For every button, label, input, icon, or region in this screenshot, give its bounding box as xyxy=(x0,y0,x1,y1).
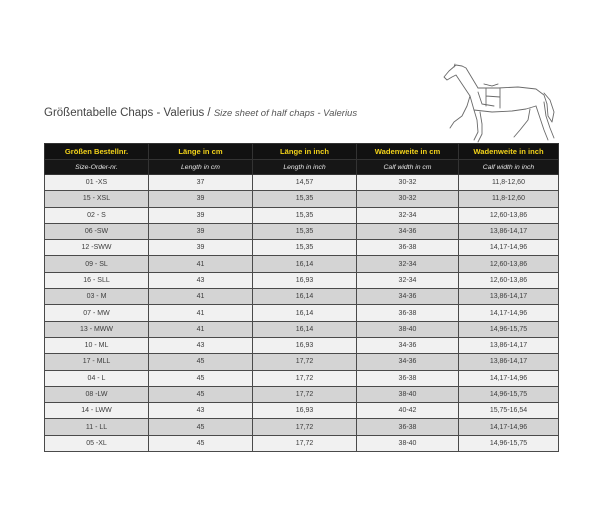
table-cell: 13 - MWW xyxy=(45,321,149,337)
header-cell: Wadenweite in inch xyxy=(459,144,559,160)
table-cell: 15 - XSL xyxy=(45,191,149,207)
table-cell: 06 -SW xyxy=(45,223,149,239)
table-subheader-row xyxy=(45,160,559,175)
table-cell: 43 xyxy=(149,337,253,353)
table-cell: 39 xyxy=(149,223,253,239)
table-cell: 36-38 xyxy=(357,370,459,386)
header-cell: Länge in inch xyxy=(253,144,357,160)
table-cell: 13,86-14,17 xyxy=(459,354,559,370)
table-row xyxy=(45,256,559,272)
table-row xyxy=(45,175,559,191)
table-cell: 16,14 xyxy=(253,256,357,272)
table-cell: 11 - LL xyxy=(45,419,149,435)
table-cell: 02 - S xyxy=(45,207,149,223)
table-cell: 37 xyxy=(149,175,253,191)
table-cell: 14 - LWW xyxy=(45,403,149,419)
table-cell: 07 - MW xyxy=(45,305,149,321)
table-cell: 12 -SWW xyxy=(45,240,149,256)
table-cell: 03 - M xyxy=(45,289,149,305)
table-cell: 43 xyxy=(149,272,253,288)
title-english: Size sheet of half chaps - Valerius xyxy=(213,108,358,119)
horse-sketch-icon xyxy=(440,62,558,144)
table-cell: 38-40 xyxy=(357,386,459,402)
table-cell: 16,93 xyxy=(253,403,357,419)
table-row xyxy=(45,207,559,223)
table-cell: 15,35 xyxy=(253,207,357,223)
table-cell: 16 - SLL xyxy=(45,272,149,288)
table-row xyxy=(45,354,559,370)
table-cell: 11,8-12,60 xyxy=(459,175,559,191)
table-cell: 34-36 xyxy=(357,354,459,370)
table-cell: 45 xyxy=(149,354,253,370)
table-row xyxy=(45,386,559,402)
table-cell: 36-38 xyxy=(357,305,459,321)
table-cell: 16,93 xyxy=(253,272,357,288)
table-cell: 16,14 xyxy=(253,305,357,321)
table-cell: 17,72 xyxy=(253,370,357,386)
table-cell: 04 - L xyxy=(45,370,149,386)
table-cell: 13,86-14,17 xyxy=(459,223,559,239)
table-cell: 12,60-13,86 xyxy=(459,207,559,223)
table-cell: 16,14 xyxy=(253,289,357,305)
table-row xyxy=(45,272,559,288)
table-cell: 16,14 xyxy=(253,321,357,337)
table-cell: 41 xyxy=(149,289,253,305)
table-cell: 34-36 xyxy=(357,289,459,305)
table-cell: 15,75-16,54 xyxy=(459,403,559,419)
table-cell: 32-34 xyxy=(357,272,459,288)
table-cell: 30-32 xyxy=(357,191,459,207)
table-cell: 17,72 xyxy=(253,386,357,402)
table-cell: 09 - SL xyxy=(45,256,149,272)
table-cell: 08 -LW xyxy=(45,386,149,402)
table-cell: 39 xyxy=(149,191,253,207)
subheader-cell: Length in inch xyxy=(253,160,357,175)
table-cell: 38-40 xyxy=(357,321,459,337)
header-cell: Länge in cm xyxy=(149,144,253,160)
table-cell: 45 xyxy=(149,419,253,435)
table-body xyxy=(45,175,559,452)
table-header-row xyxy=(45,144,559,160)
table-cell: 11,8-12,60 xyxy=(459,191,559,207)
header-cell: Wadenweite in cm xyxy=(357,144,459,160)
table-cell: 14,17-14,96 xyxy=(459,305,559,321)
table-row xyxy=(45,191,559,207)
table-cell: 32-34 xyxy=(357,256,459,272)
table-cell: 34-36 xyxy=(357,337,459,353)
table-cell: 13,86-14,17 xyxy=(459,337,559,353)
table-cell: 41 xyxy=(149,321,253,337)
table-cell: 16,93 xyxy=(253,337,357,353)
table-cell: 38-40 xyxy=(357,435,459,451)
table-cell: 41 xyxy=(149,256,253,272)
table-row xyxy=(45,370,559,386)
table-cell: 14,96-15,75 xyxy=(459,321,559,337)
table-cell: 01 -XS xyxy=(45,175,149,191)
table-cell: 12,60-13,86 xyxy=(459,272,559,288)
table-cell: 10 - ML xyxy=(45,337,149,353)
table-cell: 13,86-14,17 xyxy=(459,289,559,305)
table-cell: 14,17-14,96 xyxy=(459,240,559,256)
subheader-cell: Calf width in inch xyxy=(459,160,559,175)
table-cell: 36-38 xyxy=(357,419,459,435)
table-cell: 40-42 xyxy=(357,403,459,419)
subheader-cell: Length in cm xyxy=(149,160,253,175)
table-row xyxy=(45,435,559,451)
table-cell: 39 xyxy=(149,240,253,256)
table-cell: 39 xyxy=(149,207,253,223)
table-cell: 45 xyxy=(149,386,253,402)
table-cell: 30-32 xyxy=(357,175,459,191)
table-cell: 14,17-14,96 xyxy=(459,370,559,386)
table-cell: 41 xyxy=(149,305,253,321)
table-cell: 15,35 xyxy=(253,223,357,239)
table-cell: 15,35 xyxy=(253,240,357,256)
table-row xyxy=(45,305,559,321)
table-cell: 05 -XL xyxy=(45,435,149,451)
table-cell: 43 xyxy=(149,403,253,419)
size-table xyxy=(44,143,559,452)
table-cell: 17,72 xyxy=(253,435,357,451)
table-row xyxy=(45,223,559,239)
subheader-cell: Size-Order-nr. xyxy=(45,160,149,175)
page-title xyxy=(44,107,357,119)
table-cell: 32-34 xyxy=(357,207,459,223)
table-row xyxy=(45,240,559,256)
table-cell: 14,96-15,75 xyxy=(459,386,559,402)
title-german: Größentabelle Chaps - Valerius / xyxy=(44,107,214,119)
table-cell: 14,96-15,75 xyxy=(459,435,559,451)
table-cell: 45 xyxy=(149,435,253,451)
table-cell: 15,35 xyxy=(253,191,357,207)
table-row xyxy=(45,403,559,419)
subheader-cell: Calf width in cm xyxy=(357,160,459,175)
table-cell: 12,60-13,86 xyxy=(459,256,559,272)
table-cell: 14,57 xyxy=(253,175,357,191)
table-row xyxy=(45,419,559,435)
table-cell: 36-38 xyxy=(357,240,459,256)
table-cell: 17,72 xyxy=(253,354,357,370)
table-row xyxy=(45,289,559,305)
header-cell: Größen Bestellnr. xyxy=(45,144,149,160)
table-cell: 17,72 xyxy=(253,419,357,435)
table-cell: 34-36 xyxy=(357,223,459,239)
table-cell: 14,17-14,96 xyxy=(459,419,559,435)
table-cell: 45 xyxy=(149,370,253,386)
table-row xyxy=(45,337,559,353)
table-cell: 17 - MLL xyxy=(45,354,149,370)
table-row xyxy=(45,321,559,337)
